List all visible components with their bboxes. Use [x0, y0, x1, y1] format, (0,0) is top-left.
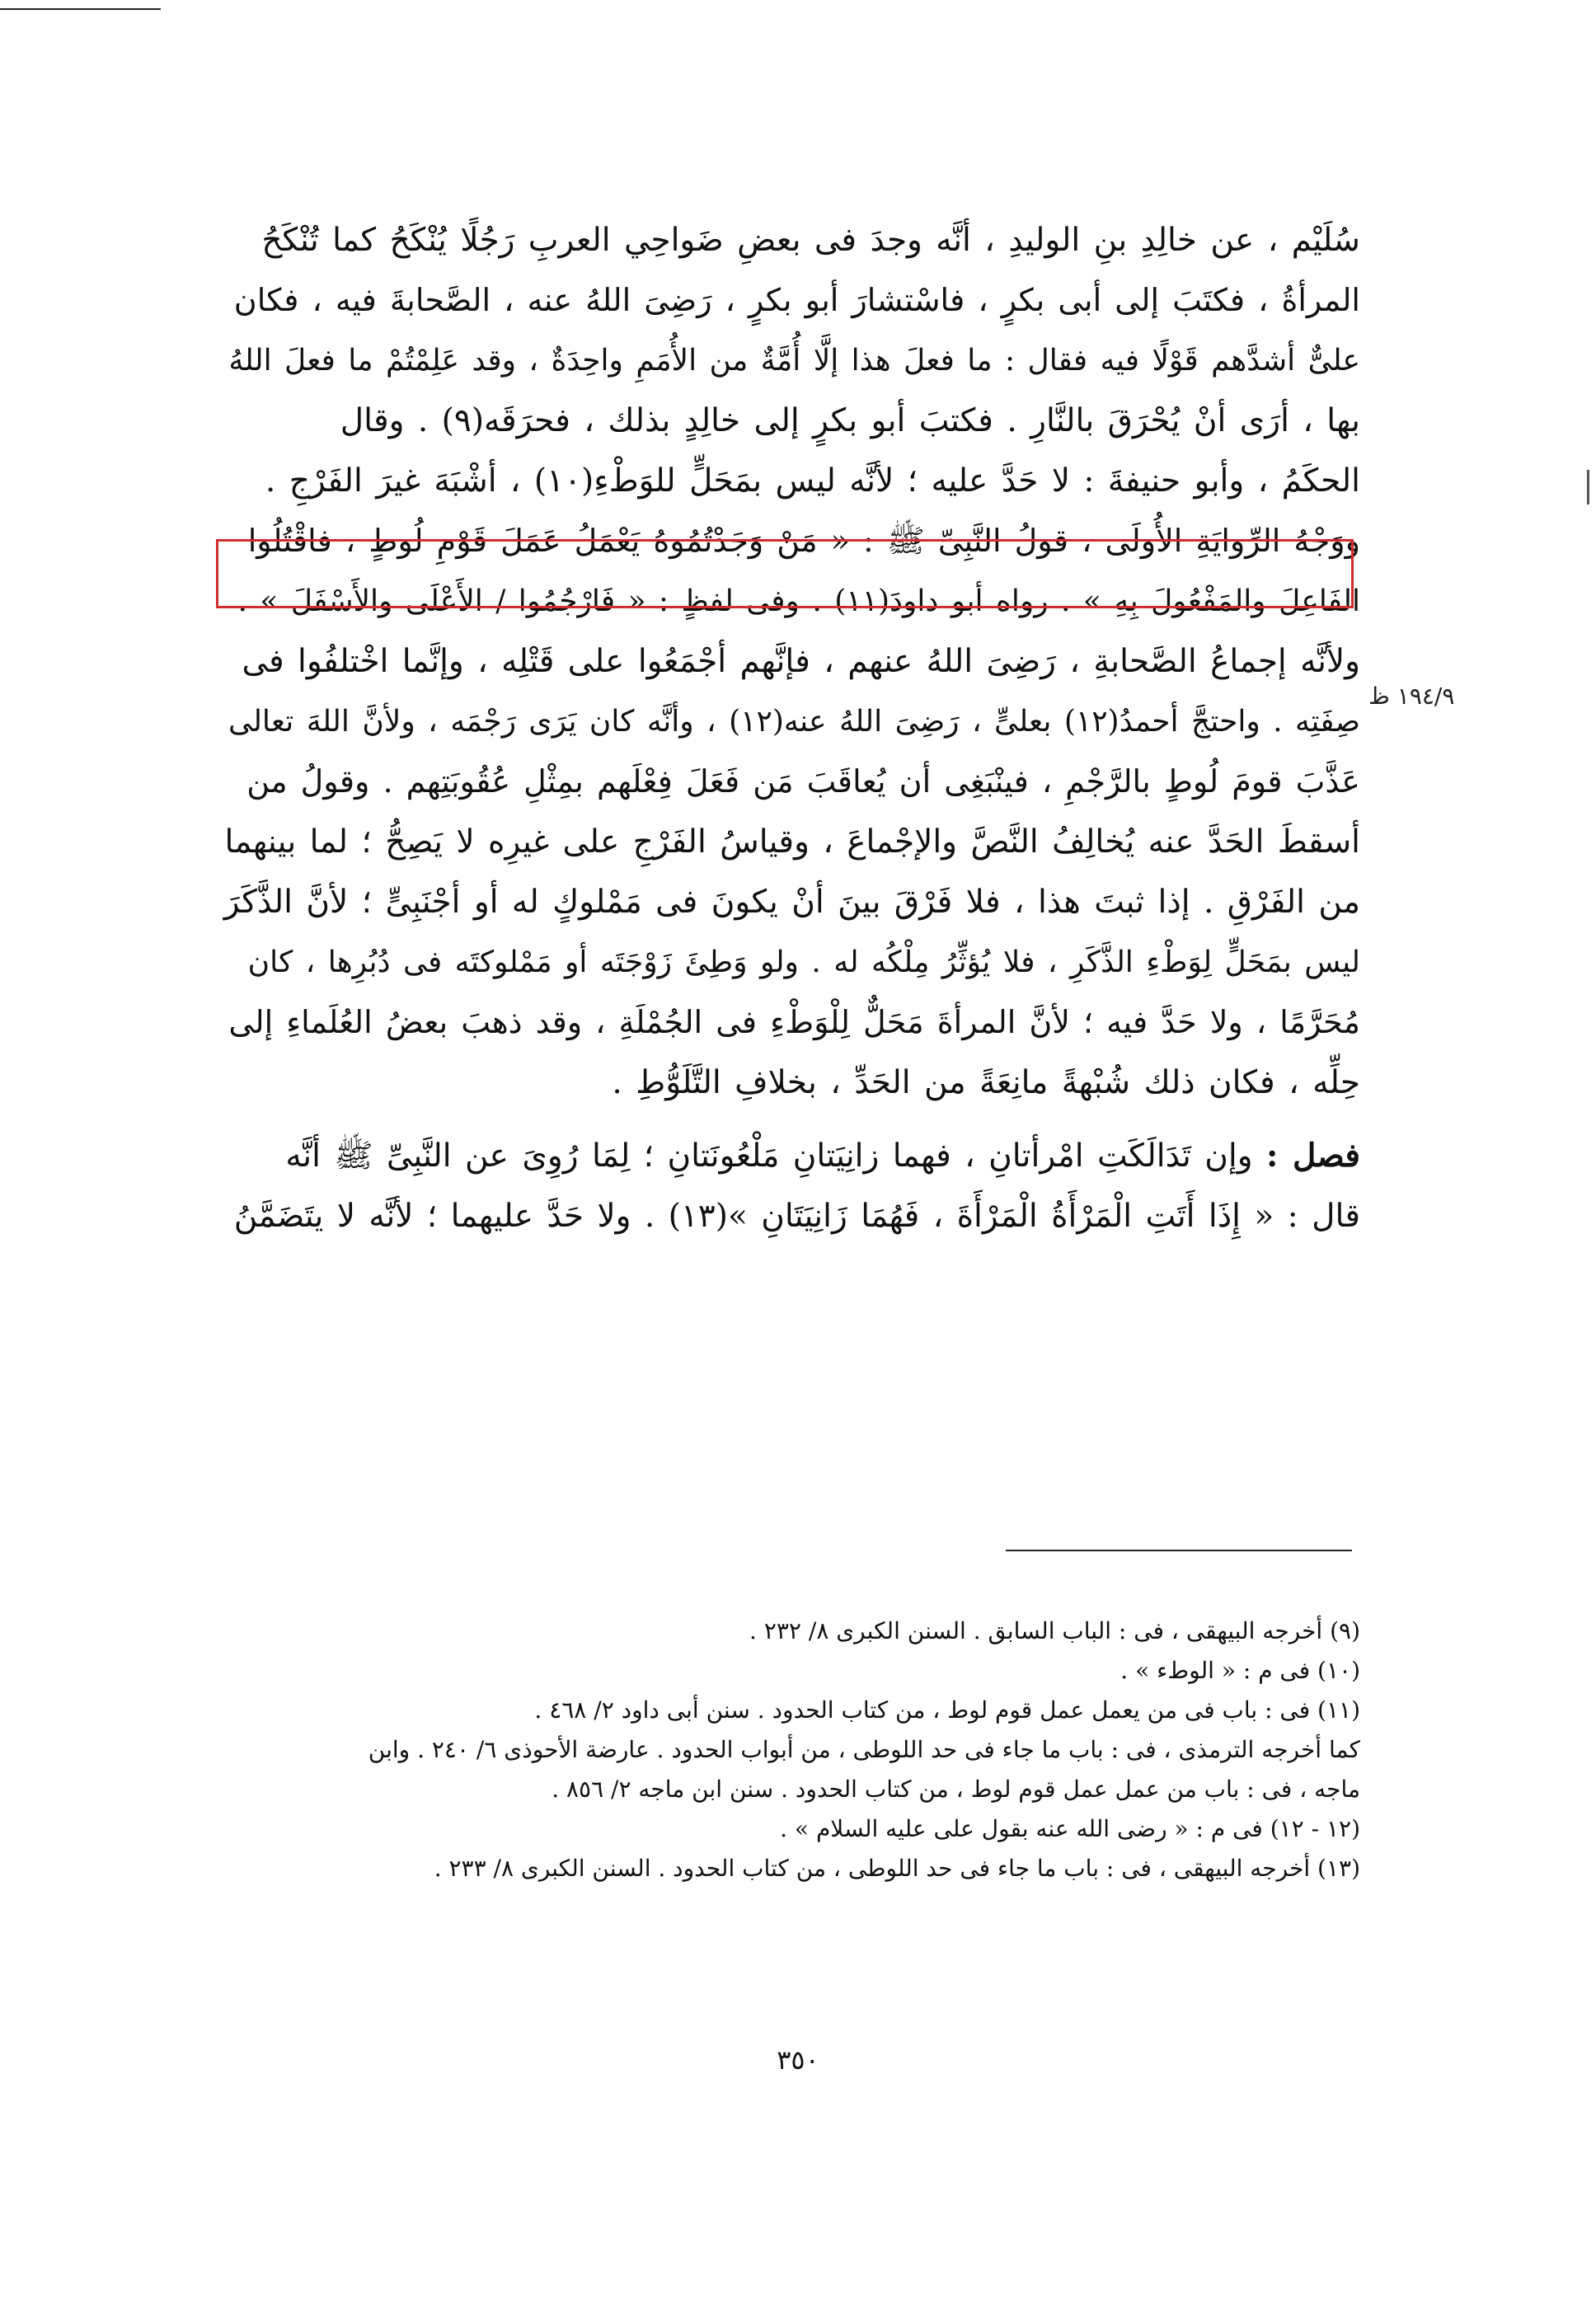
- footnote-9: (٩) أخرجه البيهقى ، فى : الباب السابق . السنن الكبرى ٨/ ٢٣٢ .: [749, 1617, 1360, 1644]
- text-line-10: عَذَّبَ قومَ لُوطٍ بالرَّجْمِ ، فينْبَغِى أن يُعاقَبَ مَن فَعَلَ فِعْلَهم بمِثْلِ عُقُوبَتِهم . وقولُ من: [246, 763, 1360, 800]
- text-line-14: مُحَرَّمًا ، ولا حَدَّ فيه ؛ لأنَّ المرأةَ مَحَلٌّ لِلْوَطْءِ فى الجُمْلَةِ ، وقد ذهبَ بعضُ العُلَماءِ إلى: [228, 1004, 1360, 1040]
- top-corner-rule: [0, 8, 161, 10]
- text-line-5-highlighted: الحكَمُ ، وأبو حنيفةَ : لا حَدَّ عليه ؛ لأنَّه ليس بمَحَلٍّ للوَطْءِ(١٠) ، أشْبَهَ غيرَ الفَرْجِ .: [265, 462, 1360, 500]
- text-line-13: ليس بمَحَلٍّ لِوَطْءِ الذَّكَرِ ، فلا يُؤثِّرُ مِلْكُه له . ولو وَطِئَ زَوْجَتَه أو مَمْلوكتَه فى دُبُرِها ، كان: [247, 945, 1360, 979]
- margin-folio-reference: ١٩٤/٩ ظ: [1368, 683, 1455, 710]
- text-line-9: صِفَتِه . واحتجَّ أحمدُ(١٢) بعلىٍّ ، رَضِىَ اللهُ عنه(١٢) ، وأنَّه كان يَرَى رَجْمَه ، ولأنَّ اللهَ تعالى: [228, 705, 1360, 739]
- text-line-8: ولأنَّه إجماعُ الصَّحابةِ ، رَضِىَ اللهُ عنهم ، فإنَّهم أجْمَعُوا على قَتْلِه ، وإنَّما اخْتلفُوا فى: [242, 643, 1360, 680]
- fasl-line-1: [223, 1126, 1360, 1186]
- footnote-11-cont-2: ماجه ، فى : باب من عمل عمل قوم لوط ، من كتاب الحدود . سنن ابن ماجه ٢/ ٨٥٦ .: [552, 1776, 1360, 1803]
- footnote-11: (١١) فى : باب فى من يعمل عمل قوم لوط ، من كتاب الحدود . سنن أبى داود ٢/ ٤٦٨ .: [534, 1696, 1360, 1724]
- highlight-box: [216, 539, 1354, 608]
- fasl-line-2: قال : « إِذَا أَتَتِ الْمَرْأَةُ الْمَرْأَةَ ، فَهُمَا زَانِيَتَانِ »(١٣) . ولا حَدَّ عليهما ؛ لأنَّه لا يتَضَمَّنُ: [233, 1198, 1360, 1235]
- footnote-separator: [1006, 1550, 1352, 1551]
- page-number: ٣٥٠: [777, 2044, 819, 2076]
- fasl-label: فصل :: [1266, 1137, 1360, 1175]
- main-text: [223, 210, 1360, 1246]
- footnotes: [239, 1611, 1360, 1888]
- footnote-12: (١٢ - ١٢) فى م : « رضى الله عنه بقول على عليه السلام » .: [780, 1815, 1360, 1842]
- text-line-6: ووَجْهُ الرِّوايَةِ الأُولَى ، قولُ النَّبِىِّ ﷺ : « مَنْ وَجَدْتُمُوهُ يَعْمَلُ عَمَلَ قَوْمِ لُوطٍ ، فاقْتُلُوا: [247, 523, 1360, 559]
- text-line-7: الفَاعِلَ والمَفْعُولَ بِهِ » . رواه أبو داودَ(١١) . وفى لفظٍ : « فَارْجُمُوا / الأَعْلَى والأَسْفَلَ » .: [237, 584, 1360, 618]
- text-line-2: المرأةُ ، فكتَبَ إلى أبى بكرٍ ، فاسْتشارَ أبو بكرٍ ، رَضِىَ اللهُ عنه ، الصَّحابةَ فيه ، فكان: [233, 282, 1360, 318]
- footnote-13: (١٣) أخرجه البيهقى ، فى : باب ما جاء فى حد اللوطى ، من كتاب الحدود . السنن الكبرى ٨/ ٢٣٣ .: [434, 1855, 1360, 1882]
- fasl-section: [223, 1126, 1360, 1246]
- page-body: [223, 210, 1360, 1246]
- text-line-12: من الفَرْقِ . إذا ثبتَ هذا ، فلا فَرْقَ بينَ أنْ يكونَ فى مَمْلوكٍ له أو أجْنَبِىٍّ ؛ لأنَّ الذَّكَرَ: [223, 884, 1360, 921]
- text-line-4: بها ، أرَى أنْ يُحْرَقَ بالنَّارِ . فكتبَ أبو بكرٍ إلى خالِدٍ بذلك ، فحرَقَه(٩) . وقال: [340, 402, 1360, 439]
- footnote-10: (١٠) فى م : « الوطء » .: [1120, 1657, 1360, 1684]
- footnote-11-cont-1: كما أخرجه الترمذى ، فى : باب ما جاء فى حد اللوطى ، من أبواب الحدود . عارضة الأحوذى ٦/ ٢٤٠ . وابن: [368, 1736, 1360, 1763]
- text-line-1: سُلَيْم ، عن خالِدِ بنِ الوليدِ ، أنَّه وجدَ فى بعضِ ضَواحِي العربِ رَجُلًا يُنْكَحُ كما تُنْكَحُ: [261, 222, 1360, 259]
- text-line-15: حِلِّه ، فكان ذلك شُبْهةً مانِعَةً من الحَدِّ ، بخلافِ التَّلَوُّطِ .: [612, 1064, 1360, 1101]
- text-line-3: علىٌّ أشدَّهم قَوْلًا فيه فقال : ما فعلَ هذا إلَّا أُمَّةٌ من الأُمَمِ واحِدَةٌ ، وقد عَلِمْتُمْ ما فعلَ اللهُ: [228, 344, 1360, 378]
- scan-edge-mark: [1587, 470, 1589, 504]
- fasl-text-1: وإن تَدَالَكَتِ امْرأتانِ ، فهما زانِيَتانِ مَلْعُونَتانِ ؛ لِمَا رُوِىَ عن النَّبِىِّ ﷺ أنَّه: [285, 1138, 1253, 1175]
- text-line-11: أسقطَ الحَدَّ عنه يُخالِفُ النَّصَّ والإجْماعَ ، وقياسُ الفَرْجِ على غيرِه لا يَصِحُّ ؛ لما بينهما: [224, 823, 1360, 861]
